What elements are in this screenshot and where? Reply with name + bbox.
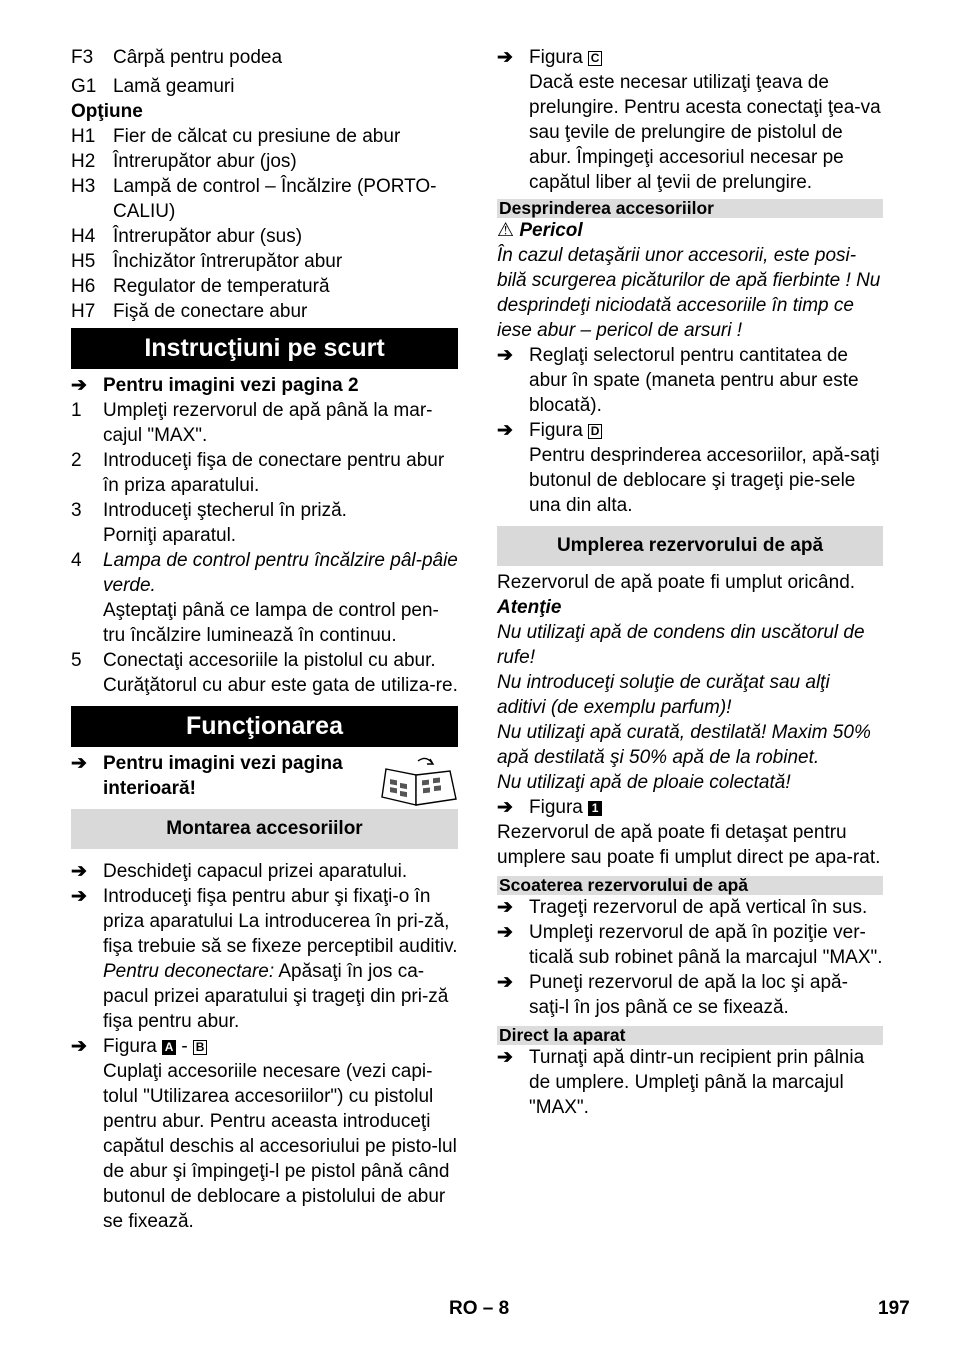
figure-badge-b: B [193,1040,207,1055]
scoatere-bullet: ➔ Umpleţi rezervorul de apă în poziţie ver-ticală sub robinet până la marcajul "MAX". [497,922,883,968]
direct-bullet: ➔ Turnaţi apă dintr-un recipient prin pâlnia de umplere. Umpleţi până la marcajul "MAX". [497,1047,865,1118]
step-item [71,398,458,448]
figure-badge-d: D [588,424,602,439]
step-number: 1 [71,400,82,421]
scoatere-bullet: ➔ Puneţi rezervorul de apă la loc şi apă-saţi-l în jos până ce se fixează. [497,972,848,1018]
arrow-right-icon: ➔ [71,753,87,774]
attention-line: Nu introduceţi soluţie de curăţat sau alţi aditivi (de exemplu parfum)! [497,672,830,718]
step-text: Introduceţi ştecherul în priză. [103,500,347,521]
open-book-icon [378,755,458,807]
step-number: 4 [71,550,82,571]
parts-item-g1 [71,74,458,99]
step-text-italic: Lampa de control pentru încălzire pâl-pâie verde. [103,550,458,596]
option-label: Închizător întrerupător abur [113,251,343,272]
desprindere-bullet: ➔ Reglaţi selectorul pentru cantitatea de abur în spate (maneta pentru abur este blocată). [497,345,859,416]
footer-section: RO – 8 [449,1298,510,1319]
step-extra: Aşteptaţi până ce lampa de control pen-tru încălzire luminează în continuu. [103,600,439,646]
attention-line: Nu utilizaţi apă de ploaie colectată! [497,772,791,793]
step-number: 3 [71,500,82,521]
option-item [71,174,458,224]
umplere-intro: Rezervorul de apă poate fi umplut oricând. [497,572,856,593]
arrow-right-icon: ➔ [497,1047,513,1068]
step-item [71,648,458,698]
figure-1: ➔ Figura 1 [497,795,883,820]
option-label: Regulator de temperatură [113,276,330,297]
section-title-montare: Montarea accesoriilor [71,809,458,849]
figure-text: Pentru desprinderea accesoriilor, apă-saţi butonul de deblocare şi trageţi pie-sele una din alta. [529,445,880,516]
arrow-right-icon: ➔ [497,897,513,918]
step-text: Umpleţi rezervorul de apă până la mar-cajul "MAX". [103,400,433,446]
functionare-images-note [71,751,458,801]
montare-bullet: ➔ Deschideţi capacul prizei aparatului. [71,861,408,882]
danger-text: În cazul detaşării unor accesorii, este posi-bilă scurgerea picăturilor de apă fierbinte ! Nu desprindeţi niciodată accesoriile în timp ce iese abur – pericol de arsuri ! [497,245,881,341]
option-heading: Opţiune [71,101,143,122]
section-title-quick: Instrucţiuni pe scurt [71,328,458,369]
arrow-right-icon: ➔ [71,1036,87,1057]
disconnect-text: Apăsaţi în jos ca-pacul prizei aparatului şi trageţi din pri-ză fişa pentru abur. [103,961,449,1032]
arrow-right-icon: ➔ [71,375,87,396]
option-code: H3 [71,176,96,197]
disconnect-label: Pentru deconectare: [103,961,275,982]
attention-label: Atenţie [497,597,562,618]
arrow-right-icon: ➔ [497,972,513,993]
section-title-functionare: Funcţionarea [71,706,458,747]
images-note-line2: interioară! [103,778,196,799]
step-number: 5 [71,650,82,671]
right-column [497,45,883,1120]
step-item [71,498,458,548]
section-title-desprindere: Desprinderea accesoriilor [497,199,883,218]
part-label: Cârpă pentru podea [113,47,283,68]
option-label: Fier de călcat cu presiune de abur [113,126,401,147]
option-item [71,274,458,299]
step-item [71,548,458,648]
figure-c: ➔ Figura C Dacă este necesar utilizaţi ţeava de prelungire. Pentru acesta conectaţi ţea-va sau ţevile de prelungire de pistolul de abur. Împingeţi accesoriul necesar pe capătul liber al ţevii de prelungire. [497,47,881,193]
option-item [71,249,458,274]
figure-badge-a: A [162,1040,176,1055]
arrow-right-icon: ➔ [497,922,513,943]
option-code: H2 [71,151,96,172]
section-title-scoatere: Scoaterea rezervorului de apă [497,876,883,895]
attention-line: Nu utilizaţi apă de condens din uscătorul de rufe! [497,622,865,668]
part-label: Lamă geamuri [113,76,235,97]
step-extra: Porniţi aparatul. [103,525,237,546]
step-number: 2 [71,450,82,471]
option-label: Întrerupător abur (jos) [113,151,297,172]
option-label: Lampă de control – Încălzire (PORTO-CALIU) [113,176,437,222]
option-code: H1 [71,126,96,147]
option-code: H5 [71,251,96,272]
section-title-direct: Direct la aparat [497,1026,883,1045]
arrow-right-icon: ➔ [71,886,87,907]
option-item [71,124,458,149]
part-code: G1 [71,76,97,97]
images-note: ➔ Pentru imagini vezi pagina 2 [71,375,359,396]
montare-bullet: ➔ Introduceţi fişa pentru abur şi fixaţi-o în priza aparatului La introducerea în pri-ză, fişa trebuie să se fixeze perceptibil auditiv. Pentru deconectare: Apăsaţi în jos ca-pacul prizei aparatului şi trageţi din pri-ză fişa pentru abur. [71,886,458,1032]
option-label: Fişă de conectare abur [113,301,308,322]
arrow-right-icon: ➔ [71,861,87,882]
danger-line: ⚠ Pericol [497,220,583,241]
figure-text: Cuplaţi accesoriile necesare (vezi capi-tolul "Utilizarea accesoriilor") cu pistolul pentru abur. Pentru aceasta introduceţi capătul deschis al accesoriului pe pisto-lul de abur şi împingeţi-l pe pistol până când butonul de deblocare a pistolului de abur se fixează. [103,1061,457,1232]
scoatere-bullet: ➔ Trageţi rezervorul de apă vertical în sus. [497,897,868,918]
figure-badge-1: 1 [588,801,602,816]
option-code: H4 [71,226,96,247]
arrow-right-icon: ➔ [497,420,513,441]
montare-figure: ➔ Figura A - B Cuplaţi accesoriile necesare (vezi capi-tolul "Utilizarea accesoriilor") cu pistolul pentru abur. Pentru aceasta introduceţi capătul deschis al accesoriului pe pisto-lul de abur şi împingeţi-l pe pistol până când butonul de deblocare a pistolului de abur se fixează. [71,1036,457,1232]
option-item [71,299,458,324]
arrow-right-icon: ➔ [497,797,513,818]
step-item [71,448,458,498]
option-label: Întrerupător abur (sus) [113,226,303,247]
part-code: F3 [71,47,94,68]
left-column [71,45,458,1234]
step-text: Introduceţi fişa de conectare pentru abur în priza aparatului. [103,450,445,496]
images-note-line1: Pentru imagini vezi pagina [103,753,343,774]
warning-triangle-icon: ⚠ [497,220,515,241]
option-code: H6 [71,276,96,297]
umplere-figure-text: Rezervorul de apă poate fi detaşat pentru umplere sau poate fi umplut direct pe apa-rat. [497,822,881,868]
figure-d: ➔ Figura D Pentru desprinderea accesoriilor, apă-saţi butonul de deblocare şi trageţi pie-sele una din alta. [497,420,880,516]
attention-line: Nu utilizaţi apă curată, destilată! Maxim 50% apă destilată şi 50% apă de la robinet. [497,722,871,768]
option-code: H7 [71,301,96,322]
arrow-right-icon: ➔ [497,47,513,68]
arrow-right-icon: ➔ [497,345,513,366]
page-number: 197 [878,1298,910,1319]
section-title-umplere: Umplerea rezervorului de apă [497,526,883,566]
figure-badge-c: C [588,51,602,66]
figure-text: Dacă este necesar utilizaţi ţeava de prelungire. Pentru acesta conectaţi ţea-va sau ţevile de prelungire de pistolul de abur. Împingeţi accesoriul necesar pe capătul liber al ţevii de prelungire. [529,72,881,193]
option-item [71,224,458,249]
parts-item-f3 [71,45,458,70]
option-item [71,149,458,174]
step-text: Conectaţi accesoriile la pistolul cu abur. Curăţătorul cu abur este gata de utiliza-re. [103,650,458,696]
